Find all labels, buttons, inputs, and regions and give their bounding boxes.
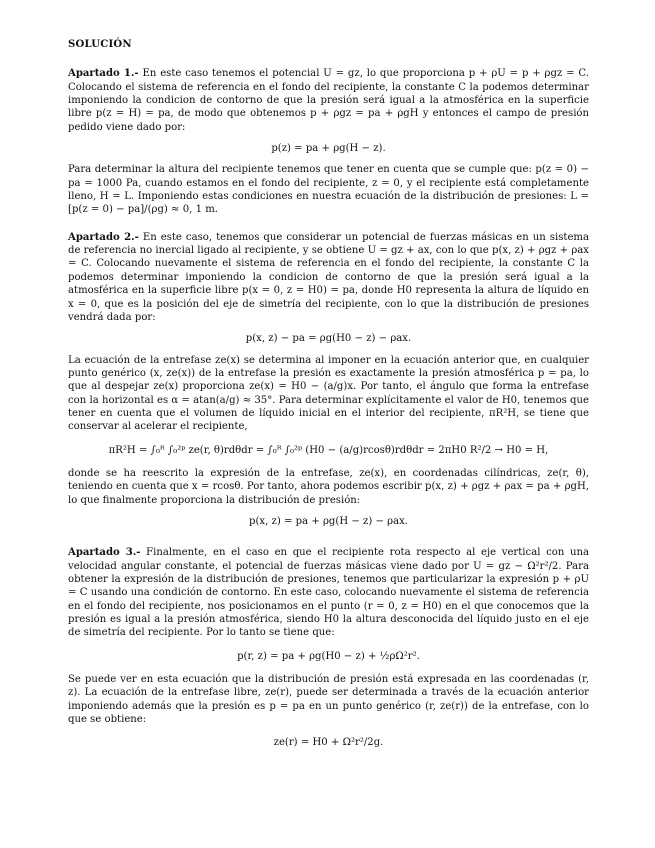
apartado-2-paragraph: [68, 231, 589, 324]
apartado-1-text-2: Para determinar la altura del recipiente tenemos que tener en cuenta que se cumple que: p(z = 0) − pa = 1000 Pa, cuando estamos en el fondo del recipiente, z = 0, y el recipiente está completamente lleno, H = L. Imponiendo estas condiciones en nuestra ecuación de la distribución de presiones: L = [p(z = 0) − pa]/(ρg) ≈ 0, 1 m.: [68, 164, 589, 216]
apartado-1-heading: Apartado 1.-: [68, 68, 139, 80]
apartado-1-equation: p(z) = pa + ρg(H − z).: [271, 143, 386, 155]
apartado-2-equation-2: πR²H = ∫₀ᴿ ∫₀²ᵖ ze(r, θ)rdθdr = ∫₀ᴿ ∫₀²ᵖ (H0 − (a/g)rcosθ)rdθdr = 2πH0 R²/2 → H0 = H,: [108, 444, 549, 456]
apartado-3-heading: Apartado 3.-: [68, 547, 141, 559]
apartado-1-text: En este caso tenemos el potencial U = gz, lo que proporciona p + ρU = p + ρgz = C. Colocando el sistema de referencia en el fondo del recipiente, la constante C la podemos determinar imponiendo la condicion de contorno de que la presión será igual a la atmosférica en la superficie libre p(z = H) = pa, de modo que obtenemos p + ρgz = pa + ρgH y entonces el campo de presión pedido viene dado por:: [68, 68, 589, 133]
apartado-2-heading: Apartado 2.-: [68, 231, 139, 243]
apartado-3-paragraph: [68, 546, 589, 639]
section-title: SOLUCIÓN: [68, 39, 132, 50]
apartado-2-text-3: donde se ha reescrito la expresión de la entrefase, ze(x), en coordenadas cilíndricas, ze(r, θ), teniendo en cuenta que x = rcosθ. Por tanto, ahora podemos escribir p(x, z) + ρgz + ρax = pa + ρgH, lo que finalmente proporciona la distribución de presión:: [68, 467, 589, 506]
apartado-2-text: En este caso, tenemos que considerar un potencial de fuerzas másicas en un sistema de referencia no inercial ligado al recipiente, y se obtiene U = gz + ax, con lo que p(x, z) + ρgz + ρax = C. Colocando nuevamente el sistema de referencia en el fondo del recipiente, la constante C la podemos determinar imponiendo la condicion de contorno de que la presión será igual a la atmosférica en la superficie libre p(x = 0, z = H0) = pa, donde H0 representa la altura de líquido en x = 0, que es la posición del eje de simetría del recipiente, con lo que la distribución de presiones vendrá dada por:: [68, 231, 590, 323]
apartado-2-equation-3: p(x, z) = pa + ρg(H − z) − ρax.: [249, 515, 408, 527]
apartado-3-text: Finalmente, en el caso en que el recipiente rota respecto al eje vertical con una velocidad angular constante, el potencial de fuerzas másicas viene dado por U = gz − Ω²r²/2. Para obtener la expresión de la distribución de presiones, tenemos que particularizar la expresión p + ρU = C usando una condición de contorno. En este caso, colocando nuevamente el sistema de referencia en el fondo del recipiente, nos posicionamos en el punto (r = 0, z = H0) en el que conocemos que la presión es igual a la presión atmosférica, siendo H0 la altura desconocida del líquido justo en el eje de simetría del recipiente. Por lo tanto se tiene que:: [68, 547, 589, 639]
apartado-1-paragraph: [68, 67, 589, 134]
apartado-2-equation-1: p(x, z) − pa = ρg(H0 − z) − ρax.: [245, 333, 412, 345]
apartado-3-equation-1: p(r, z) = pa + ρg(H0 − z) + ½ρΩ²r².: [237, 650, 420, 662]
apartado-2-text-2: La ecuación de la entrefase ze(x) se determina al imponer en la ecuación anterior que, en cualquier punto genérico (x, ze(x)) de la entrefase la presión es exactamente la presión atmosférica p = pa, lo que al despejar ze(x) proporciona ze(x) = H0 − (a/g)x. Por tanto, el ángulo que forma la entrefase con la horizontal es α = atan(a/g) ≈ 35°. Para determinar explícitamente el valor de H0, tenemos que tener en cuenta que el volumen de líquido inicial en el interior del recipiente, πR²H, se tiene que conservar al acelerar el recipiente,: [68, 354, 589, 433]
apartado-3-text-2: Se puede ver en esta ecuación que la distribución de presión está expresada en las coordenadas (r, z). La ecuación de la entrefase libre, ze(r), puede ser determinada a través de la ecuación anterior imponiendo además que la presión es p = pa en un punto genérico (r, ze(r)) de la entrefase, con lo que se obtiene:: [68, 674, 589, 726]
apartado-3-equation-2: ze(r) = H0 + Ω²r²/2g.: [273, 737, 384, 749]
